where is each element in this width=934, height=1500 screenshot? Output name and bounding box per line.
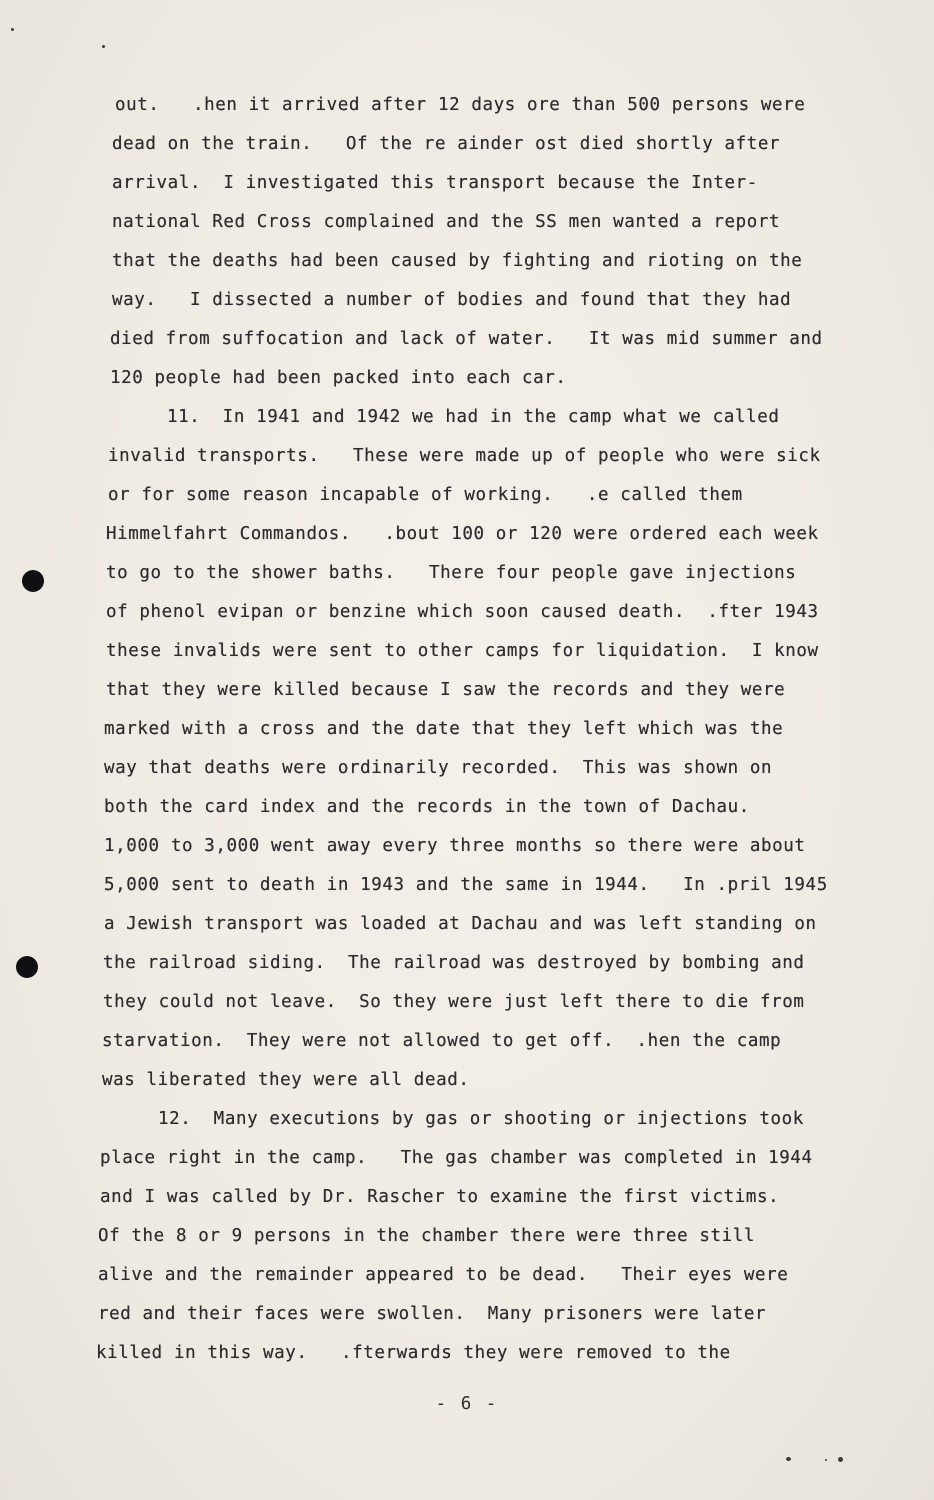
text-line: arrival. I investigated this transport because the Inter- [112,173,758,193]
ink-speck [825,1459,827,1461]
punch-hole-bottom [16,956,38,978]
text-line: that the deaths had been caused by fighting and rioting on the [112,251,803,271]
text-line: starvation. They were not allowed to get off. .hen the camp [102,1031,782,1051]
text-line: national Red Cross complained and the SS men wanted a report [112,212,781,232]
text-line: red and their faces were swollen. Many prisoners were later [98,1304,767,1324]
text-line: the railroad siding. The railroad was destroyed by bombing and [103,953,805,973]
text-line: 12. Many executions by gas or shooting or injections took [158,1109,804,1129]
text-line: 120 people had been packed into each car. [110,368,567,388]
ink-speck [11,28,14,31]
ink-speck [102,45,105,48]
text-line: both the card index and the records in the town of Dachau. [104,797,750,817]
text-line: of phenol evipan or benzine which soon caused death. .fter 1943 [106,602,819,622]
text-line: to go to the shower baths. There four people gave injections [106,563,797,583]
text-line: Of the 8 or 9 persons in the chamber there were three still [98,1226,756,1246]
text-line: died from suffocation and lack of water. It was mid summer and [110,329,823,349]
text-line: Himmelfahrt Commandos. .bout 100 or 120 were ordered each week [106,524,819,544]
text-line: alive and the remainder appeared to be dead. Their eyes were [98,1265,789,1285]
text-line: and I was called by Dr. Rascher to examine the first victims. [100,1187,780,1207]
text-line: dead on the train. Of the re ainder ost died shortly after [112,134,781,154]
text-line: way that deaths were ordinarily recorded. This was shown on [104,758,773,778]
text-line: that they were killed because I saw the records and they were [106,680,786,700]
page-number: - 6 - [435,1394,499,1414]
text-line: marked with a cross and the date that they left which was the [104,719,784,739]
text-line: was liberated they were all dead. [102,1070,470,1090]
punch-hole-top [22,570,44,592]
text-line: or for some reason incapable of working. .e called them [108,485,743,505]
ink-speck [838,1457,843,1462]
text-line: killed in this way. .fterwards they were removed to the [96,1343,731,1363]
text-line: place right in the camp. The gas chamber was completed in 1944 [100,1148,813,1168]
text-line: invalid transports. These were made up of people who were sick [108,446,821,466]
text-line: 1,000 to 3,000 went away every three months so there were about [104,836,806,856]
text-line: out. .hen it arrived after 12 days ore than 500 persons were [115,95,806,115]
text-line: a Jewish transport was loaded at Dachau and was left standing on [104,914,817,934]
ink-speck [786,1457,791,1461]
text-line: 11. In 1941 and 1942 we had in the camp what we called [167,407,780,427]
text-line: these invalids were sent to other camps for liquidation. I know [106,641,819,661]
text-line: they could not leave. So they were just left there to die from [103,992,805,1012]
text-line: 5,000 sent to death in 1943 and the same in 1944. In .pril 1945 [104,875,828,895]
text-line: way. I dissected a number of bodies and found that they had [112,290,792,310]
